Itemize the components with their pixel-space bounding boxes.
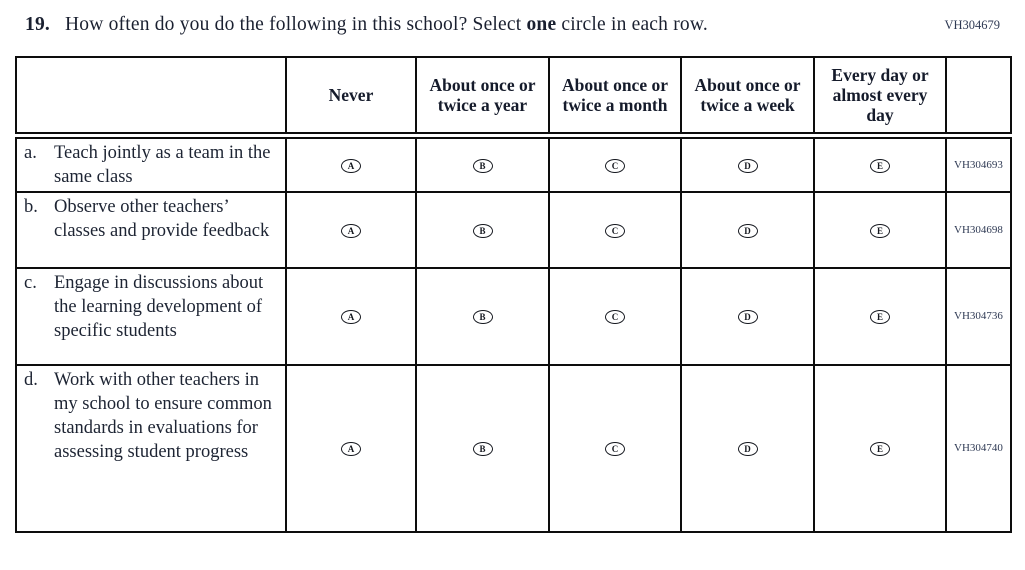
option-bubble-E[interactable]: E bbox=[870, 224, 890, 238]
row-text: Teach jointly as a team in the same class bbox=[54, 142, 271, 187]
column-header-once-twice-month: About once or twice a month bbox=[549, 57, 681, 135]
question-body-start: How often do you do the following in this school? Select bbox=[64, 14, 527, 35]
column-header-every-day: Every day or almost every day bbox=[814, 57, 946, 135]
question-text bbox=[25, 14, 1025, 36]
option-cell bbox=[549, 365, 681, 532]
column-header-never: Never bbox=[286, 57, 416, 135]
row-text: Observe other teachers’ classes and provide feedback bbox=[54, 196, 270, 241]
option-cell bbox=[814, 365, 946, 532]
option-bubble-E[interactable]: E bbox=[870, 442, 890, 456]
option-cell bbox=[286, 135, 416, 192]
row-text: Engage in discussions about the learning development of specific students bbox=[54, 272, 264, 341]
question-number: 19. bbox=[25, 14, 50, 35]
row-item-cell bbox=[16, 268, 286, 365]
option-cell bbox=[681, 192, 814, 268]
option-cell bbox=[681, 365, 814, 532]
row-code: VH304736 bbox=[946, 268, 1011, 365]
row-letter: d. bbox=[24, 369, 38, 390]
option-bubble-A[interactable]: A bbox=[341, 159, 361, 173]
row-code: VH304740 bbox=[946, 365, 1011, 532]
option-bubble-E[interactable]: E bbox=[870, 310, 890, 324]
row-item-cell bbox=[16, 365, 286, 532]
row-code: VH304698 bbox=[946, 192, 1011, 268]
option-bubble-B[interactable]: B bbox=[473, 442, 493, 456]
option-bubble-A[interactable]: A bbox=[341, 442, 361, 456]
option-cell bbox=[549, 268, 681, 365]
table-row bbox=[16, 192, 1011, 268]
option-cell bbox=[549, 135, 681, 192]
option-bubble-C[interactable]: C bbox=[605, 224, 625, 238]
option-cell bbox=[549, 192, 681, 268]
option-bubble-D[interactable]: D bbox=[738, 159, 758, 173]
table-row bbox=[16, 365, 1011, 532]
option-cell bbox=[814, 268, 946, 365]
option-bubble-D[interactable]: D bbox=[738, 310, 758, 324]
option-bubble-D[interactable]: D bbox=[738, 224, 758, 238]
row-item-cell bbox=[16, 192, 286, 268]
option-cell bbox=[286, 268, 416, 365]
option-cell bbox=[681, 135, 814, 192]
row-letter: c. bbox=[24, 272, 37, 293]
option-bubble-A[interactable]: A bbox=[341, 224, 361, 238]
grid-body bbox=[16, 135, 1011, 532]
option-cell bbox=[814, 135, 946, 192]
page-code: VH304679 bbox=[944, 18, 1000, 32]
option-bubble-E[interactable]: E bbox=[870, 159, 890, 173]
table-row bbox=[16, 268, 1011, 365]
question-body-end: circle in each row. bbox=[556, 14, 708, 35]
option-cell bbox=[814, 192, 946, 268]
option-cell bbox=[416, 135, 549, 192]
option-cell bbox=[416, 268, 549, 365]
option-cell bbox=[416, 192, 549, 268]
question-bold-word: one bbox=[526, 14, 557, 35]
column-header-code bbox=[946, 57, 1011, 135]
option-bubble-B[interactable]: B bbox=[473, 159, 493, 173]
option-cell bbox=[286, 192, 416, 268]
option-bubble-B[interactable]: B bbox=[473, 310, 493, 324]
option-bubble-D[interactable]: D bbox=[738, 442, 758, 456]
table-row bbox=[16, 135, 1011, 192]
column-header-item bbox=[16, 57, 286, 135]
row-item-cell bbox=[16, 135, 286, 192]
option-bubble-A[interactable]: A bbox=[341, 310, 361, 324]
option-bubble-C[interactable]: C bbox=[605, 310, 625, 324]
header-row bbox=[16, 57, 1011, 135]
row-code: VH304693 bbox=[946, 135, 1011, 192]
column-header-once-twice-year: About once or twice a year bbox=[416, 57, 549, 135]
row-letter: b. bbox=[24, 196, 38, 217]
option-cell bbox=[286, 365, 416, 532]
option-cell bbox=[416, 365, 549, 532]
option-bubble-C[interactable]: C bbox=[605, 159, 625, 173]
row-text: Work with other teachers in my school to ensure common standards in evaluations for assessing student progress bbox=[54, 369, 272, 462]
response-grid bbox=[15, 56, 1012, 533]
column-header-once-twice-week: About once or twice a week bbox=[681, 57, 814, 135]
option-cell bbox=[681, 268, 814, 365]
option-bubble-B[interactable]: B bbox=[473, 224, 493, 238]
row-letter: a. bbox=[24, 142, 37, 163]
option-bubble-C[interactable]: C bbox=[605, 442, 625, 456]
